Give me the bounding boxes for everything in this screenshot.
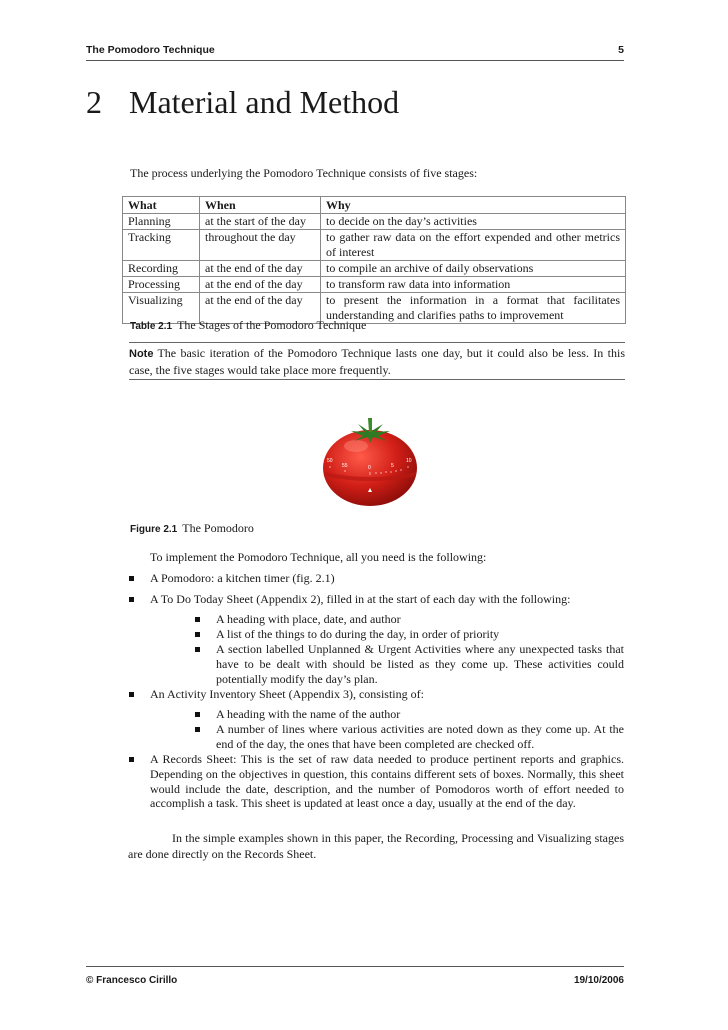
table-caption <box>130 318 366 333</box>
when-cell: at the end of the day <box>200 277 321 293</box>
stage-cell: Recording <box>123 261 200 277</box>
pomodoro-timer-image <box>318 412 422 508</box>
sub-bullet-marker <box>195 727 200 732</box>
when-cell: throughout the day <box>200 230 321 261</box>
dial-label: 50 <box>327 458 333 464</box>
why-cell: to transform raw data into information <box>321 277 626 293</box>
table-row <box>123 230 626 261</box>
figure-caption-text: The Pomodoro <box>182 521 254 535</box>
column-header: What <box>123 197 200 214</box>
stage-cell: Visualizing <box>123 293 200 324</box>
figure-caption <box>130 521 254 536</box>
dial-label: 10 <box>406 458 412 464</box>
note-box <box>129 342 625 380</box>
table-caption-text: The Stages of the Pomodoro Technique <box>177 318 367 332</box>
when-cell: at the start of the day <box>200 214 321 230</box>
list-item: A To Do Today Sheet (Appendix 2), filled in at the start of each day with the following: <box>150 592 571 606</box>
sub-list-item: A heading with place, date, and author <box>216 612 401 626</box>
why-cell: to present the information in a format that facilitates understanding and clarifies paths to improvement <box>321 293 626 324</box>
note-text: The basic iteration of the Pomodoro Technique lasts one day, but it could also be less. In this case, the five stages would take place more frequently. <box>129 346 625 377</box>
table-header-row <box>123 197 626 214</box>
table-caption-label: Table 2.1 <box>130 321 173 332</box>
stage-cell: Tracking <box>123 230 200 261</box>
sub-bullet-marker <box>195 617 200 622</box>
why-cell: to decide on the day’s activities <box>321 214 626 230</box>
table-row <box>123 277 626 293</box>
bullet-marker <box>129 692 134 697</box>
stages-table <box>122 196 626 324</box>
table-row <box>123 214 626 230</box>
note-label: Note <box>129 348 154 360</box>
sub-list-item: A section labelled Unplanned & Urgent Activities where any unexpected tasks that have to be dealt with should be listed as they come up. These activities could potentially modify the day’s plan. <box>216 642 624 686</box>
tomato-highlight <box>344 440 368 452</box>
sub-bullet-marker <box>195 632 200 637</box>
when-cell: at the end of the day <box>200 261 321 277</box>
bullet-marker <box>129 757 134 762</box>
list-lead-in: To implement the Pomodoro Technique, all you need is the following: <box>150 550 487 564</box>
when-cell: at the end of the day <box>200 293 321 324</box>
chapter-number: 2 <box>86 84 102 120</box>
bullet-marker <box>129 576 134 581</box>
sub-list-item: A number of lines where various activities are noted down as they come up. At the end of the day, the ones that have been completed are checked off. <box>216 722 624 751</box>
sub-list-item: A heading with the name of the author <box>216 707 401 721</box>
running-header <box>86 44 624 61</box>
page-number: 5 <box>618 44 624 56</box>
sub-list-item: A list of the things to do during the day, in order of priority <box>216 627 500 641</box>
header-title: The Pomodoro Technique <box>86 44 215 56</box>
dial-label: 55 <box>342 463 348 469</box>
stage-cell: Planning <box>123 214 200 230</box>
column-header: When <box>200 197 321 214</box>
dial-label: 5 <box>391 463 394 469</box>
why-cell: to gather raw data on the effort expended and other metrics of interest <box>321 230 626 261</box>
chapter-title: Material and Method <box>129 84 400 120</box>
closing-paragraph: In the simple examples shown in this paper, the Recording, Processing and Visualizing stages are done directly on the Records Sheet. <box>128 831 624 861</box>
dial-label: 0 <box>368 465 371 471</box>
column-header: Why <box>321 197 626 214</box>
list-item: A Pomodoro: a kitchen timer (fig. 2.1) <box>150 571 335 585</box>
sub-bullet-marker <box>195 712 200 717</box>
figure-caption-label: Figure 2.1 <box>130 524 178 535</box>
intro-paragraph: The process underlying the Pomodoro Technique consists of five stages: <box>130 166 478 180</box>
why-cell: to compile an archive of daily observations <box>321 261 626 277</box>
footer-author: © Francesco Cirillo <box>86 975 178 986</box>
stage-cell: Processing <box>123 277 200 293</box>
list-item: An Activity Inventory Sheet (Appendix 3), consisting of: <box>150 687 424 701</box>
bullet-marker <box>129 597 134 602</box>
table-row <box>123 261 626 277</box>
chapter-heading <box>86 84 399 121</box>
footer-date: 19/10/2006 <box>573 975 624 986</box>
list-item: A Records Sheet: This is the set of raw data needed to produce pertinent reports and graphics. Depending on the objectives in question, this contains different sets of boxes. Normally, this sheet would include the date, description, and the number of Pomodoros worth of effort needed to accomplish a task. This sheet is updated at least once a day, usually at the end of the day. <box>150 752 624 811</box>
running-footer <box>86 966 624 987</box>
sub-bullet-marker <box>195 647 200 652</box>
